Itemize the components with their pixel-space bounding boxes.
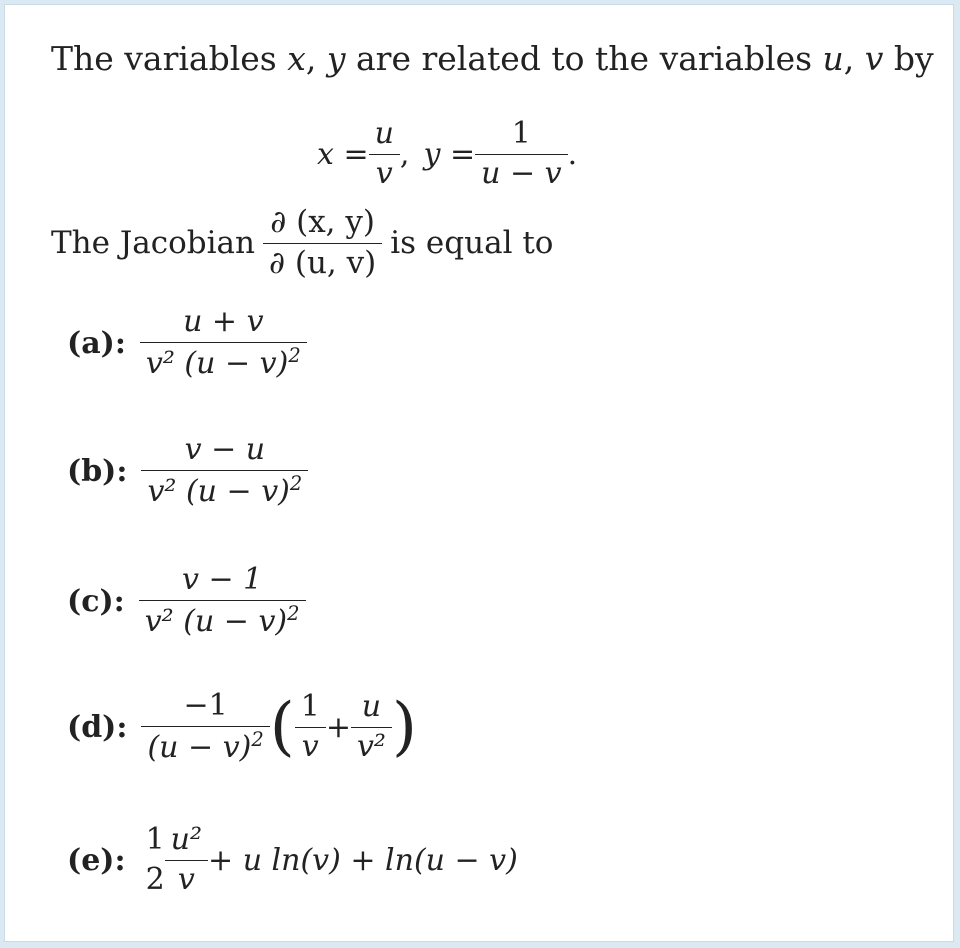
x-numerator: u xyxy=(374,116,394,151)
option-d[interactable] xyxy=(67,689,417,766)
question-suffix: is equal to xyxy=(390,225,554,262)
plus-sign: + xyxy=(325,709,351,745)
option-denominator: v² $(u - v)^2$ xyxy=(147,472,303,509)
option-denominator: v² $(u - v)^2$ xyxy=(144,602,300,639)
var-v: v xyxy=(864,39,884,78)
fraction-u2-over-v: $\frac{\text{u²}}{v}$ xyxy=(165,823,208,898)
x-denominator: v xyxy=(375,156,393,191)
option-numerator: v − 1 xyxy=(182,562,263,597)
definition-equation xyxy=(317,117,577,192)
paren-open: ( xyxy=(269,690,295,765)
option-label: (e): xyxy=(67,842,126,878)
option-denominator: $(u - v)^2$ xyxy=(147,728,264,765)
x-fraction xyxy=(369,117,400,192)
option-a[interactable] xyxy=(67,305,307,382)
jacobian-numerator: ∂ (x, y) xyxy=(270,204,375,240)
question-prefix: The Jacobian xyxy=(51,225,255,262)
intro-text-end: by xyxy=(883,39,934,78)
paren-close: ) xyxy=(391,690,417,765)
intro-text-middle: are related to the variables xyxy=(345,39,823,78)
x-lhs: x = xyxy=(317,136,369,172)
option-label: (b): xyxy=(67,453,128,489)
option-e[interactable] xyxy=(67,823,518,898)
y-fraction xyxy=(475,117,567,192)
question-sentence xyxy=(51,205,553,282)
comma: , xyxy=(305,39,327,78)
option-numerator: v − u xyxy=(184,432,266,467)
var-y: y xyxy=(326,39,346,78)
inner-fraction-1: $\frac{1}{v}$ xyxy=(295,690,326,765)
option-numerator: u + v xyxy=(183,304,264,339)
option-numerator: −1 xyxy=(183,688,228,723)
option-e-rest: + u ln(v) + ln(u − v) xyxy=(208,842,518,878)
separator: , xyxy=(399,136,410,172)
y-lhs: y = xyxy=(423,136,476,172)
period: . xyxy=(567,136,578,172)
option-label: (c): xyxy=(67,583,125,619)
intro-text: The variables xyxy=(51,39,288,78)
option-fraction xyxy=(140,305,307,382)
option-label: (d): xyxy=(67,709,128,745)
option-denominator: v² $(u - v)^2$ xyxy=(145,344,301,381)
comma: , xyxy=(843,39,865,78)
option-label: (a): xyxy=(67,325,126,361)
intro-sentence xyxy=(51,39,934,78)
y-denominator: u − v xyxy=(481,156,562,191)
option-fraction xyxy=(139,563,306,640)
option-c[interactable] xyxy=(67,563,306,640)
option-fraction xyxy=(141,689,269,766)
jacobian-fraction xyxy=(263,205,382,282)
jacobian-denominator: ∂ (u, v) xyxy=(268,245,377,282)
y-numerator: 1 xyxy=(511,116,531,151)
problem-card xyxy=(4,4,954,942)
option-b[interactable] xyxy=(67,433,308,510)
fraction-one-half: 1 2 xyxy=(145,822,165,897)
var-x: x xyxy=(287,39,306,78)
option-fraction xyxy=(141,433,308,510)
var-u: u xyxy=(822,39,844,78)
inner-fraction-2: $\frac{u}{\text{v²}}$ xyxy=(351,690,392,765)
